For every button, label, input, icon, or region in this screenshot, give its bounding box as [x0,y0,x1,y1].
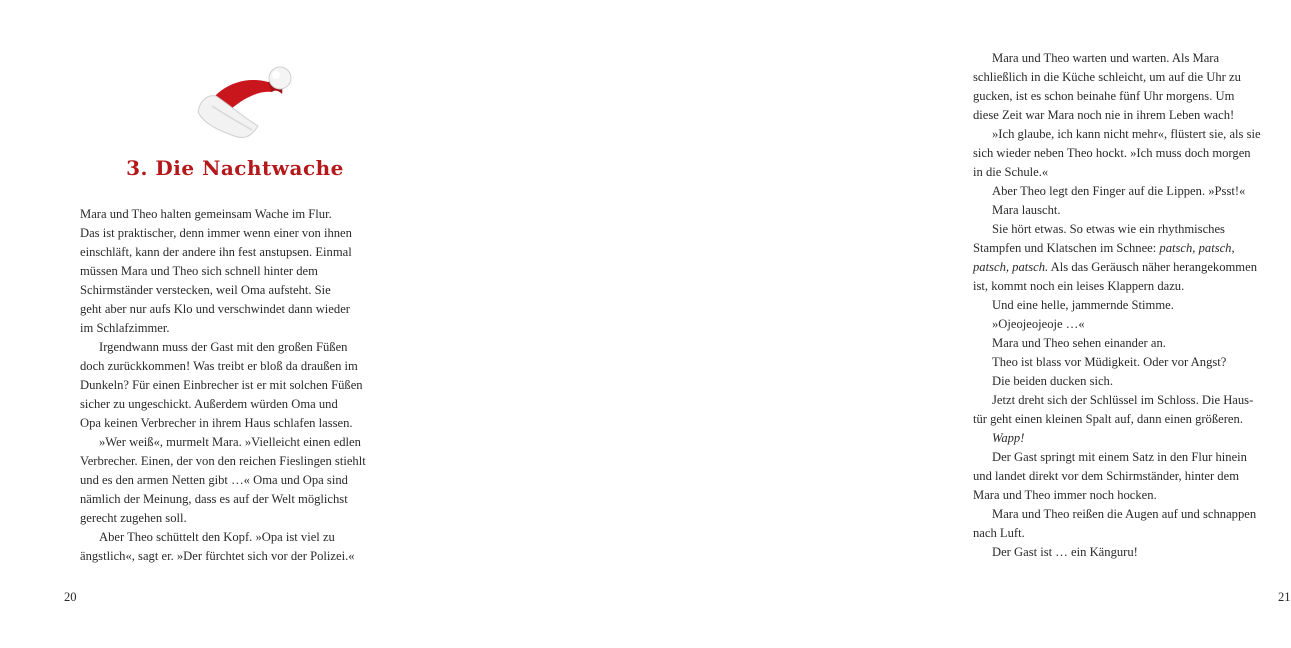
left-body-text [80,205,390,566]
text-line: »Ich glaube, ich kann nicht mehr«, flüstert sie, als sie [992,127,1261,141]
santa-hat-icon [188,60,300,142]
text-line: Mara und Theo immer noch hocken. [973,488,1157,502]
text-line: Mara und Theo sehen einander an. [992,336,1166,350]
text-line: in die Schule.« [973,165,1049,179]
text-line: Mara und Theo warten und warten. Als Mara [992,51,1220,65]
text-line: Dunkeln? Für einen Einbrecher ist er mit solchen Füßen [80,378,363,392]
text-line: Aber Theo legt den Finger auf die Lippen. »Psst!« [992,184,1246,198]
text-line: Stampfen und Klatschen im Schnee: patsch, patsch, [973,241,1235,255]
paragraph [973,201,1283,220]
text-line: Schirmständer verstecken, weil Oma aufsteht. Sie [80,283,331,297]
text-line: diese Zeit war Mara noch nie in ihrem Leben wach! [973,108,1235,122]
paragraph [973,505,1283,543]
paragraph [80,338,390,433]
text-line: ängstlich«, sagt er. »Der fürchtet sich vor der Polizei.« [80,549,355,563]
text-line: »Ojeojeojeoje …« [992,317,1085,331]
text-line: Der Gast springt mit einem Satz in den Flur hinein [992,450,1247,464]
text-line: sicher zu ungeschickt. Außerdem würden Oma und [80,397,338,411]
paragraph [973,543,1283,562]
text-line: Aber Theo schüttelt den Kopf. »Opa ist viel zu [99,530,335,544]
paragraph [973,125,1283,182]
paragraph [973,220,1283,296]
paragraph [80,205,390,338]
text-line: gucken, ist es schon beinahe fünf Uhr morgens. Um [973,89,1235,103]
text-line: Sie hört etwas. So etwas wie ein rhythmisches [992,222,1225,236]
text-line: nämlich der Meinung, dass es auf der Welt möglichst [80,492,348,506]
text-line: im Schlafzimmer. [80,321,170,335]
text-line: Mara lauscht. [992,203,1061,217]
text-line: und es den armen Netten gibt …« Oma und Opa sind [80,473,348,487]
paragraph [973,391,1283,429]
text-line: schließlich in die Küche schleicht, um auf die Uhr zu [973,70,1241,84]
paragraph [973,353,1283,372]
text-line: Mara und Theo halten gemeinsam Wache im Flur. [80,207,332,221]
paragraph [973,429,1283,448]
text-line: und landet direkt vor dem Schirmständer, hinter dem [973,469,1239,483]
text-line: Irgendwann muss der Gast mit den großen Füßen [99,340,348,354]
text-line: doch zurückkommen! Was treibt er bloß da draußen im [80,359,358,373]
text-line: nach Luft. [973,526,1025,540]
text-line: Mara und Theo reißen die Augen auf und schnappen [992,507,1257,521]
paragraph [973,315,1283,334]
paragraph [973,334,1283,353]
text-line: müssen Mara und Theo sich schnell hinter dem [80,264,318,278]
text-line: Das ist praktischer, denn immer wenn einer von ihnen [80,226,352,240]
text-line: Opa keinen Verbrecher in ihrem Haus schlafen lassen. [80,416,353,430]
text-line: tür geht einen kleinen Spalt auf, dann einen größeren. [973,412,1243,426]
right-body-text [973,49,1283,562]
paragraph [80,528,390,566]
text-line: Jetzt dreht sich der Schlüssel im Schloss. Die Haus- [992,393,1254,407]
text-line: patsch, patsch. Als das Geräusch näher herangekommen [973,260,1257,274]
paragraph [80,433,390,528]
paragraph [973,448,1283,505]
text-line: geht aber nur aufs Klo und verschwindet dann wieder [80,302,350,316]
paragraph [973,296,1283,315]
text-line: Die beiden ducken sich. [992,374,1113,388]
paragraph [973,182,1283,201]
text-line: einschläft, kann der andere ihn fest anstupsen. Einmal [80,245,352,259]
text-line: Wapp! [992,431,1025,445]
text-line: sich wieder neben Theo hockt. »Ich muss doch morgen [973,146,1251,160]
paragraph [973,372,1283,391]
text-line: Der Gast ist … ein Känguru! [992,545,1138,559]
text-line: Verbrecher. Einen, der von den reichen Fieslingen stiehlt [80,454,366,468]
text-line: Theo ist blass vor Müdigkeit. Oder vor Angst? [992,355,1227,369]
text-line: Und eine helle, jammernde Stimme. [992,298,1174,312]
paragraph [973,49,1283,125]
page-number-right: 21 [1278,590,1291,604]
text-line: »Wer weiß«, murmelt Mara. »Vielleicht einen edlen [99,435,361,449]
text-line: gerecht zugehen soll. [80,511,187,525]
chapter-title: 3. Die Nachtwache [126,156,344,180]
text-line: ist, kommt noch ein leises Klappern dazu. [973,279,1185,293]
page-number-left: 20 [64,590,77,604]
